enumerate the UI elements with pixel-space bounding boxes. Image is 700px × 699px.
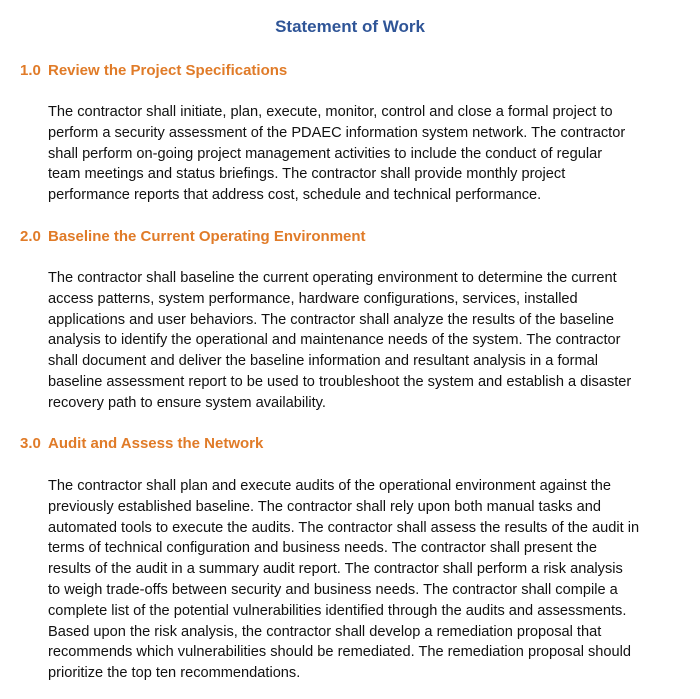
text-line: to weigh trade-offs between security and business needs. The contractor shall compile a	[48, 581, 618, 598]
section-number: 3.0	[20, 435, 41, 452]
section-heading-3	[20, 434, 263, 454]
section-body-3	[48, 476, 688, 684]
text-line: terms of technical configuration and business needs. The contractor shall present the	[48, 540, 597, 557]
section-title: Audit and Assess the Network	[48, 435, 264, 452]
text-line: shall document and deliver the baseline information and resultant analysis in a formal	[48, 353, 599, 370]
text-line: access patterns, system performance, hardware configurations, services, installed	[48, 290, 578, 307]
text-line: The contractor shall plan and execute audits of the operational environment against the	[48, 478, 612, 494]
text-line: The contractor shall baseline the current operating environment to determine the current	[48, 270, 617, 286]
text-line: The contractor shall initiate, plan, execute, monitor, control and close a formal project to	[48, 104, 613, 120]
section-body-1	[48, 102, 688, 206]
section-number: 1.0	[20, 62, 41, 79]
text-line: shall perform on-going project management activities to include the conduct of regular	[48, 145, 603, 162]
section-body-2	[48, 268, 688, 414]
section-heading-1	[20, 61, 287, 81]
section-heading-2	[20, 227, 366, 247]
text-line: recovery path to ensure system availability.	[48, 394, 326, 411]
text-line: results of the audit in a summary audit report. The contractor shall perform a risk analysis	[48, 561, 623, 578]
text-line: automated tools to execute the audits. The contractor shall assess the results of the audit in	[48, 519, 640, 536]
text-line: applications and user behaviors. The contractor shall analyze the results of the baseline	[48, 311, 614, 328]
text-line: perform a security assessment of the PDAEC information system network. The contractor	[48, 124, 626, 141]
text-line: team meetings and status briefings. The contractor shall provide monthly project	[48, 166, 566, 183]
section-title: Baseline the Current Operating Environment	[48, 228, 366, 245]
text-line: prioritize the top ten recommendations.	[48, 665, 301, 682]
text-line: performance reports that address cost, schedule and technical performance.	[48, 187, 542, 204]
text-line: analysis to identify the operational and maintenance needs of the system. The contractor	[48, 332, 621, 349]
section-title: Review the Project Specifications	[48, 62, 288, 79]
text-line: previously established baseline. The contractor shall rely upon both manual tasks and	[48, 498, 601, 515]
text-line: complete list of the potential vulnerabilities identified through the audits and assessments.	[48, 602, 627, 619]
document-title: Statement of Work	[275, 17, 425, 36]
text-line: recommends which vulnerabilities should be remediated. The remediation proposal should	[48, 644, 631, 661]
text-line: baseline assessment report to be used to troubleshoot the system and establish a disaster	[48, 373, 632, 390]
text-line: Based upon the risk analysis, the contractor shall develop a remediation proposal that	[48, 623, 602, 640]
section-number: 2.0	[20, 228, 41, 245]
